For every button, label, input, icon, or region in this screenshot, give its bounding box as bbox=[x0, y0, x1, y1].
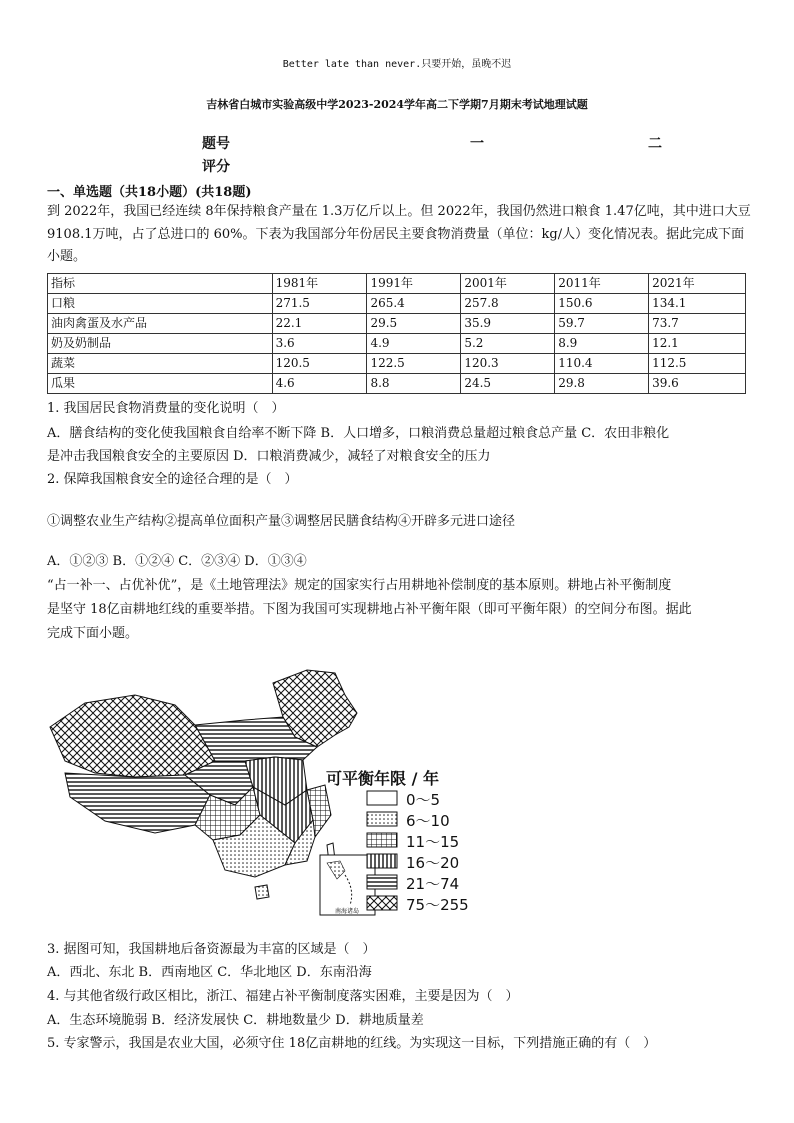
score-col-2: 二 bbox=[648, 136, 662, 152]
table-cell: 5.2 bbox=[461, 334, 555, 354]
table-cell: 73.7 bbox=[649, 314, 746, 334]
table-cell: 110.4 bbox=[555, 354, 649, 374]
food-consumption-table bbox=[47, 273, 746, 394]
legend-title: 可平衡年限 / 年 bbox=[326, 769, 439, 788]
table-cell: 29.5 bbox=[367, 314, 461, 334]
legend-label: 0～5 bbox=[406, 791, 441, 809]
legend-label: 6～10 bbox=[406, 812, 450, 830]
passage-2-line2: 是坚守 18亿亩耕地红线的重要举措。下图为我国可实现耕地占补平衡年限（即可平衡年限）的空间分布图。据此 bbox=[47, 602, 692, 617]
table-cell: 24.5 bbox=[461, 374, 555, 394]
table-cell: 蔬菜 bbox=[48, 354, 273, 374]
table-header-cell: 2021年 bbox=[649, 274, 746, 294]
table-row bbox=[48, 354, 746, 374]
table-cell: 22.1 bbox=[272, 314, 367, 334]
table-header-cell: 指标 bbox=[48, 274, 273, 294]
legend-swatch-6-10 bbox=[367, 812, 397, 826]
score-col-1: 一 bbox=[470, 136, 484, 152]
table-header-cell: 2011年 bbox=[555, 274, 649, 294]
section-heading: 一、单选题（共18小题）(共18题) bbox=[47, 185, 252, 200]
score-label-question-no: 题号 bbox=[202, 136, 230, 152]
table-row bbox=[48, 374, 746, 394]
table-cell: 112.5 bbox=[649, 354, 746, 374]
table-row bbox=[48, 314, 746, 334]
question-5-stem: 5. 专家警示，我国是农业大国，必须守住 18亿亩耕地的红线。为实现这一目标，下列措施正确的有（ ） bbox=[47, 1036, 657, 1051]
table-cell: 奶及奶制品 bbox=[48, 334, 273, 354]
table-cell: 265.4 bbox=[367, 294, 461, 314]
table-header-cell: 2001年 bbox=[461, 274, 555, 294]
header-motto: Better late than never.只要开始，虽晚不迟 bbox=[282, 59, 512, 70]
table-cell: 瓜果 bbox=[48, 374, 273, 394]
table-cell: 12.1 bbox=[649, 334, 746, 354]
question-2-stem: 2. 保障我国粮食安全的途径合理的是（ ） bbox=[47, 472, 298, 487]
table-cell: 35.9 bbox=[461, 314, 555, 334]
table-cell: 120.3 bbox=[461, 354, 555, 374]
table-cell: 4.6 bbox=[272, 374, 367, 394]
table-cell: 59.7 bbox=[555, 314, 649, 334]
question-1-options-line2: 是冲击我国粮食安全的主要原因 D．口粮消费减少，减轻了对粮食安全的压力 bbox=[47, 449, 491, 464]
table-cell: 4.9 bbox=[367, 334, 461, 354]
intro-paragraph: 到 2022年，我国已经连续 8年保持粮食产量在 1.3万亿斤以上。但 2022年，我国仍然进口粮食 1.47亿吨，其中进口大豆 9108.1万吨，占了总进口的 60%。下表为我国部分年份居民主要食物消费量（单位：kg/人）变化情况表。据此完成下面小题。 bbox=[47, 204, 751, 264]
question-3-stem: 3. 据图可知，我国耕地后备资源最为丰富的区域是（ ） bbox=[47, 942, 376, 957]
map-region-hainan bbox=[255, 885, 269, 899]
legend-label: 16～20 bbox=[406, 854, 460, 872]
table-cell: 257.8 bbox=[461, 294, 555, 314]
table-cell: 油肉禽蛋及水产品 bbox=[48, 314, 273, 334]
table-cell: 39.6 bbox=[649, 374, 746, 394]
legend-label: 11～15 bbox=[406, 833, 460, 851]
score-label-score: 评分 bbox=[202, 159, 230, 175]
legend-swatch-75-255 bbox=[367, 896, 397, 910]
table-cell: 271.5 bbox=[272, 294, 367, 314]
paper-title: 吉林省白城市实验高级中学2023-2024学年高二下学期7月期末考试地理试题 bbox=[206, 98, 588, 111]
question-1-options-line1: A．膳食结构的变化使我国粮食自给率不断下降 B．人口增多，口粮消费总量超过粮食总产量 C．农田非粮化 bbox=[47, 426, 670, 441]
table-header-cell: 1981年 bbox=[272, 274, 367, 294]
question-3-options: A．西北、东北 B．西南地区 C．华北地区 D．东南沿海 bbox=[47, 965, 372, 980]
legend-swatch-0-5 bbox=[367, 791, 397, 805]
question-4-stem: 4. 与其他省级行政区相比，浙江、福建占补平衡制度落实困难，主要是因为（ ） bbox=[47, 989, 519, 1004]
legend-swatch-11-15 bbox=[367, 833, 397, 847]
legend-swatch-16-20 bbox=[367, 854, 397, 868]
passage-2-line1: “占一补一、占优补优”，是《土地管理法》规定的国家实行占用耕地补偿制度的基本原则。耕地占补平衡制度 bbox=[47, 578, 672, 593]
table-cell: 口粮 bbox=[48, 294, 273, 314]
legend-label: 21～74 bbox=[406, 875, 460, 893]
table-cell: 134.1 bbox=[649, 294, 746, 314]
table-header-row bbox=[48, 274, 746, 294]
question-2-items: ①调整农业生产结构②提高单位面积产量③调整居民膳食结构④开辟多元进口途径 bbox=[47, 514, 516, 529]
map-region-tibet bbox=[65, 773, 210, 833]
table-cell: 3.6 bbox=[272, 334, 367, 354]
inset-label: 南海诸岛 bbox=[334, 908, 360, 915]
map-region-xinjiang bbox=[50, 695, 215, 777]
table-header-cell: 1991年 bbox=[367, 274, 461, 294]
table-row bbox=[48, 334, 746, 354]
question-1-stem: 1. 我国居民食物消费量的变化说明（ ） bbox=[47, 401, 285, 416]
legend-swatches bbox=[366, 789, 400, 919]
legend-label: 75～255 bbox=[406, 896, 469, 914]
legend-swatch-21-74 bbox=[367, 875, 397, 889]
table-cell: 120.5 bbox=[272, 354, 367, 374]
question-4-options: A．生态环境脆弱 B．经济发展快 C．耕地数量少 D．耕地质量差 bbox=[47, 1013, 424, 1028]
table-cell: 29.8 bbox=[555, 374, 649, 394]
table-cell: 122.5 bbox=[367, 354, 461, 374]
table-cell: 150.6 bbox=[555, 294, 649, 314]
question-2-options: A．①②③ B．①②④ C．②③④ D．①③④ bbox=[47, 554, 307, 569]
table-row bbox=[48, 294, 746, 314]
passage-2-line3: 完成下面小题。 bbox=[47, 626, 139, 641]
table-cell: 8.8 bbox=[367, 374, 461, 394]
table-cell: 8.9 bbox=[555, 334, 649, 354]
